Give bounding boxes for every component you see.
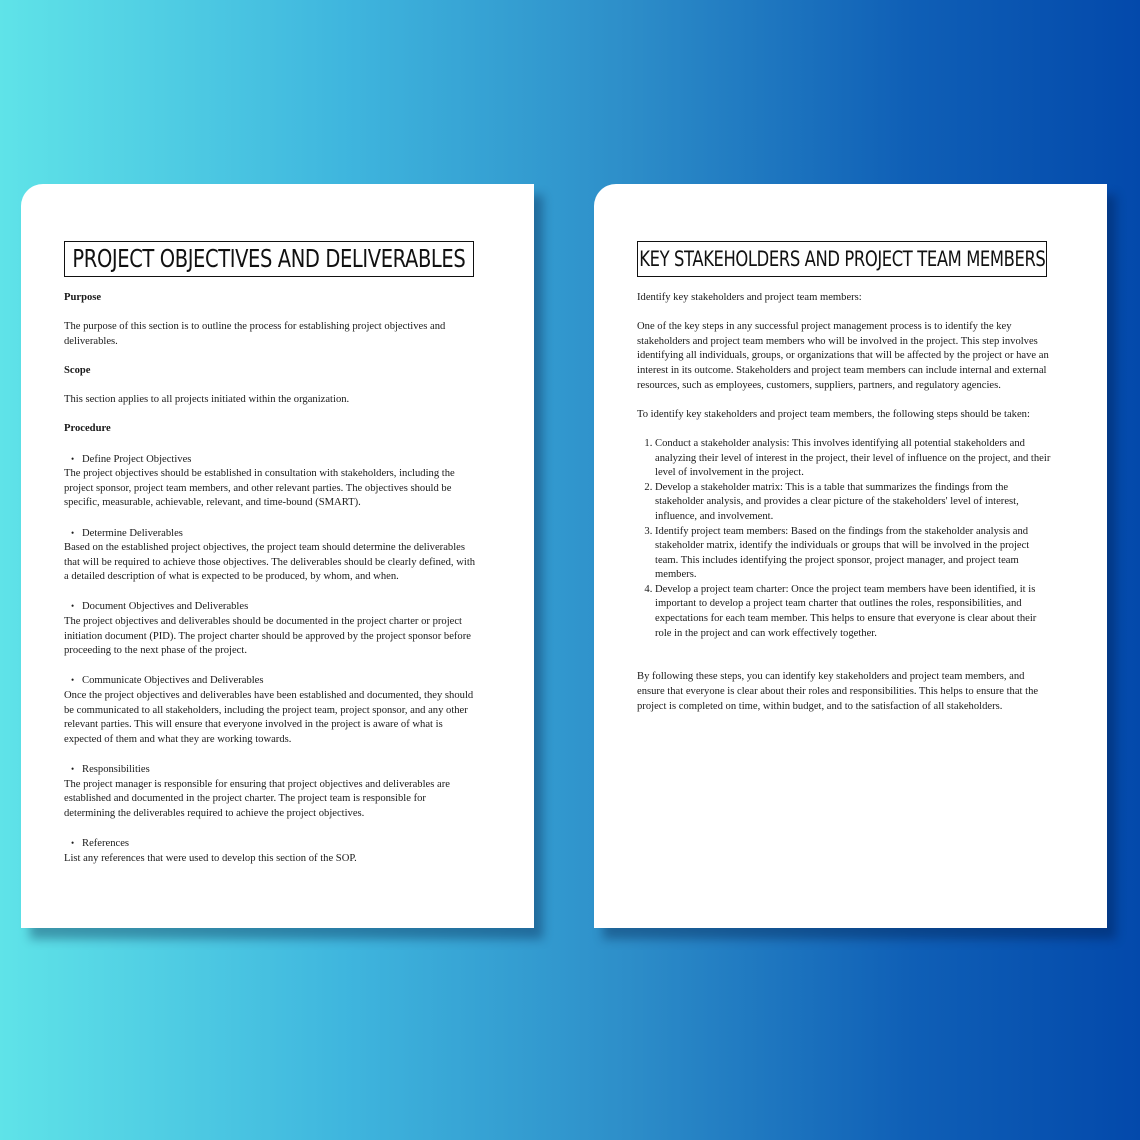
right-document-page xyxy=(594,184,1107,928)
page-title-box xyxy=(64,241,474,277)
page-title: PROJECT OBJECTIVES AND DELIVERABLES xyxy=(72,243,466,273)
bullet-text: Based on the established project objectives, the project team should determine the deliverables that will be required to achieve those objectives. The deliverables should be clearly defined, with a detailed description of what is expected to be produced, by whom, and when. xyxy=(64,542,476,583)
paragraph: To identify key stakeholders and project team members, the following steps should be taken: xyxy=(637,408,1030,420)
scope-text: This section applies to all projects initiated within the organization. xyxy=(64,394,350,406)
intro-text: Identify key stakeholders and project team members: xyxy=(637,292,862,303)
steps-list xyxy=(637,437,1051,641)
bullet-item: • References xyxy=(64,836,478,852)
bullet-item: • Responsibilities xyxy=(64,762,478,778)
list-item: 3. Identify project team members: Based on the findings from the stakeholder analysis and stakeholder matrix, identify the individuals or groups that will be involved in the project team. This includes identifying the project sponsor, project manager, and project team members. xyxy=(655,525,1051,583)
left-document-page xyxy=(21,184,534,928)
purpose-text: The purpose of this section is to outline the process for establishing project objectives and deliverables. xyxy=(64,321,446,347)
bullet-text: The project objectives should be established in consultation with stakeholders, including the project sponsor, project team members, and other relevant parties. The objectives should be specific, measurable, achievable, relevant, and time-bound (SMART). xyxy=(64,468,455,509)
bullet-item: • Determine Deliverables xyxy=(64,526,478,542)
procedure-heading: Procedure xyxy=(64,423,111,435)
bullet-text: The project objectives and deliverables should be documented in the project charter or project initiation document (PID). The project charter should be approved by the project sponsor before proceeding to the next phase of the project. xyxy=(64,616,471,657)
page-title: KEY STAKEHOLDERS AND PROJECT TEAM MEMBERS xyxy=(638,246,1046,271)
purpose-heading: Purpose xyxy=(64,292,102,303)
list-item: 1. Conduct a stakeholder analysis: This involves identifying all potential stakeholders and analyzing their level of interest in the project, their level of influence on the project, and their level of involvement in the project. xyxy=(655,437,1051,481)
conclusion-text: By following these steps, you can identify key stakeholders and project team members, and ensure that everyone is clear about their roles and responsibilities. This helps to ensure that the project is completed on time, within budget, and to the satisfaction of all stakeholders. xyxy=(637,671,1039,712)
bullet-text: List any references that were used to develop this section of the SOP. xyxy=(64,852,357,864)
scope-heading: Scope xyxy=(64,364,91,376)
bullet-item: • Define Project Objectives xyxy=(64,452,478,468)
paragraph: One of the key steps in any successful project management process is to identify the key stakeholders and project team members who will be involved in the project. This step involves identifying all individuals, groups, or organizations that will be affected by the project or have an interest in its outcome. Stakeholders and project team members can include internal and external resources, such as employees, customers, suppliers, partners, and regulatory agencies. xyxy=(637,321,1049,391)
bullet-item: • Communicate Objectives and Deliverables xyxy=(64,673,478,689)
bullet-text: The project manager is responsible for ensuring that project objectives and deliverables are established and documented in the project charter. The project team is responsible for determining the deliverables required to achieve the project objectives. xyxy=(64,778,450,819)
page-title-box xyxy=(637,241,1047,277)
list-item: 4. Develop a project team charter: Once the project team members have been identified, it is important to develop a project team charter that outlines the roles, responsibilities, and expectations for each team member. This helps to ensure that everyone is clear about their role in the project and can work effectively together. xyxy=(655,583,1051,641)
bullet-item: • Document Objectives and Deliverables xyxy=(64,599,478,615)
list-item: 2. Develop a stakeholder matrix: This is a table that summarizes the findings from the stakeholder analysis, and provides a clear picture of the stakeholders' level of interest, influence, and involvement. xyxy=(655,481,1051,525)
bullet-text: Once the project objectives and deliverables have been established and documented, they should be communicated to all stakeholders, including the project team, project sponsor, and any other relevant parties. This will ensure that everyone involved in the project is aware of what is expected of them and what they are working towards. xyxy=(64,690,474,745)
